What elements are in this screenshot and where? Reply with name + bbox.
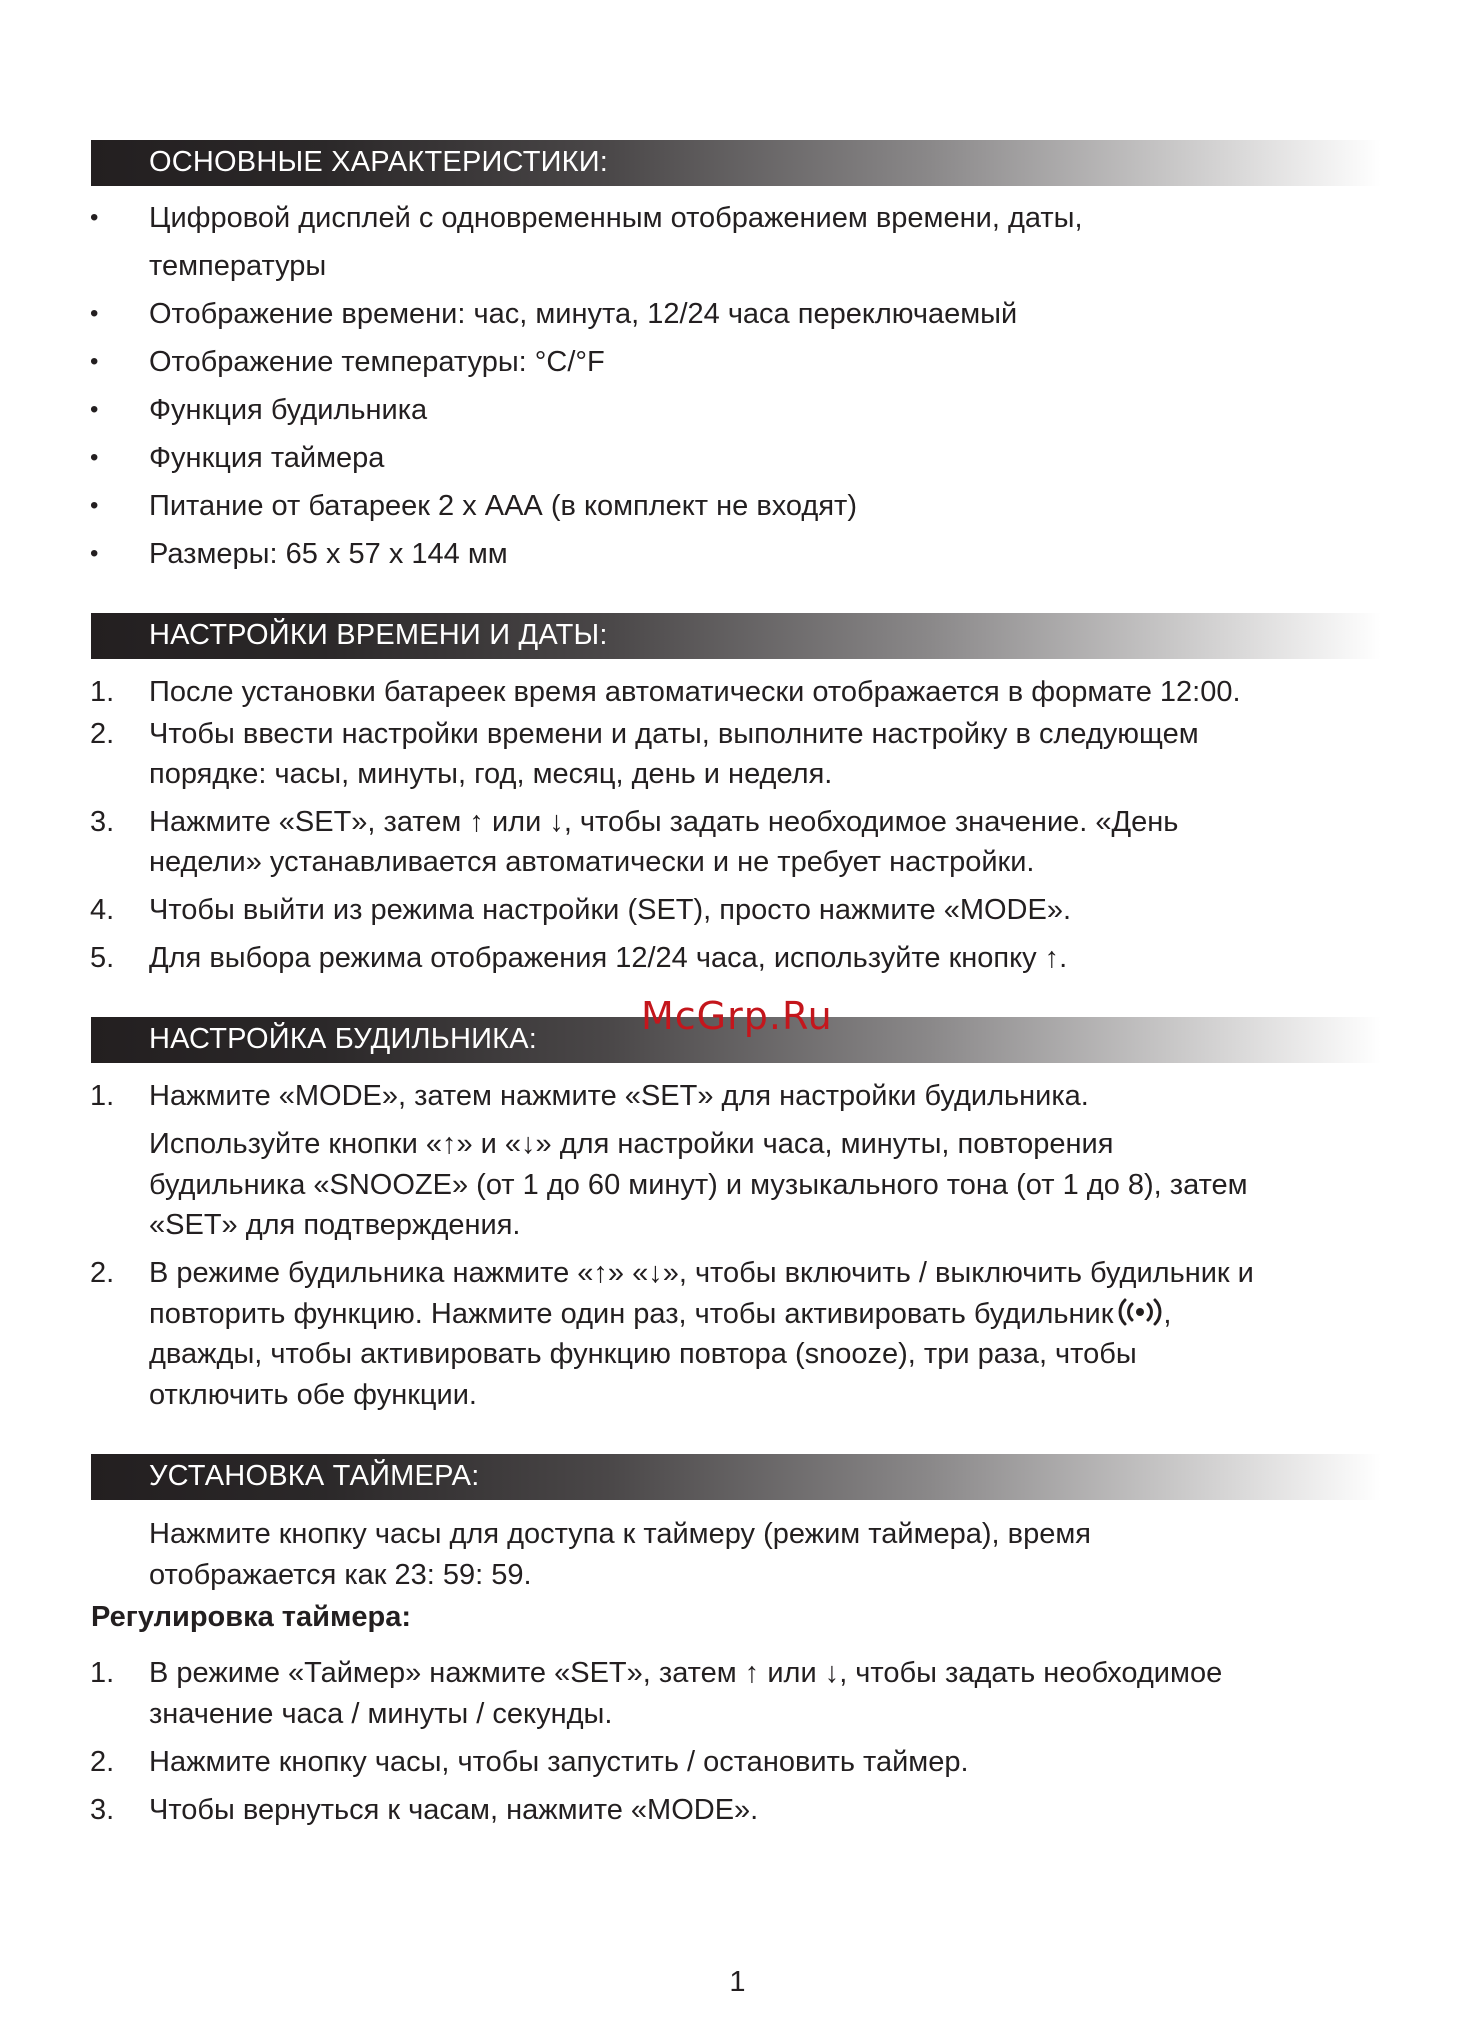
watermark: McGrp.Ru [641,994,833,1038]
section-header-timer [91,1454,1381,1500]
paragraph-text: Нажмите кнопку часы для доступа к таймеру (режим таймера), время [149,1518,1091,1550]
list-number: 1. [90,676,115,708]
list-item-text: «SET» для подтверждения. [149,1209,521,1241]
list-item-text: Чтобы вернуться к часам, нажмите «MODE». [149,1794,759,1826]
list-item-text: дважды, чтобы активировать функцию повтора (snooze), три раза, чтобы [149,1338,1137,1370]
list-number: 1. [90,1080,115,1112]
list-item-text: Чтобы выйти из режима настройки (SET), просто нажмите «MODE». [149,894,1072,926]
section-title: НАСТРОЙКА БУДИЛЬНИКА: [149,1023,538,1055]
list-number: 3. [90,806,115,838]
list-item-text: значение часа / минуты / секунды. [149,1698,613,1730]
timer-subheading: Регулировка таймера: [91,1601,412,1633]
list-number: 2. [90,1746,115,1778]
list-item-text: Нажмите «MODE», затем нажмите «SET» для настройки будильника. [149,1080,1089,1112]
list-item-text: В режиме будильника нажмите «↑» «↓», чтобы включить / выключить будильник и [149,1257,1254,1289]
list-item-text: отключить обе функции. [149,1379,477,1411]
section-header-features [91,140,1381,186]
bullet-symbol: • [90,348,99,375]
alarm-wave-icon [1117,1297,1163,1327]
list-number: 2. [90,718,115,750]
bullet-symbol: • [90,444,99,471]
bullet-symbol: • [90,492,99,519]
list-item-text: будильника «SNOOZE» (от 1 до 60 минут) и музыкального тона (от 1 до 8), затем [149,1169,1248,1201]
list-number: 5. [90,942,115,974]
page-number: 1 [729,1966,746,1998]
list-item-text: Цифровой дисплей с одновременным отображением времени, даты, [149,202,1083,234]
comma: , [1163,1298,1172,1330]
list-item-text-part: повторить функцию. Нажмите один раз, чтобы активировать будильник [149,1298,1114,1330]
list-item-text: Нажмите кнопку часы, чтобы запустить / остановить таймер. [149,1746,969,1778]
list-item-text: Функция таймера [149,442,385,474]
list-item-text: порядке: часы, минуты, год, месяц, день и неделя. [149,758,833,790]
list-item-text: Чтобы ввести настройки времени и даты, выполните настройку в следующем [149,718,1199,750]
list-number: 1. [90,1657,115,1689]
list-item-text: Питание от батареек 2 х ААА (в комплект не входят) [149,490,857,522]
list-item-text: температуры [149,250,327,282]
list-item-text: Нажмите «SET», затем ↑ или ↓, чтобы задать необходимое значение. «День [149,806,1179,838]
list-item-text: После установки батареек время автоматически отображается в формате 12:00. [149,676,1241,708]
bullet-symbol: • [90,540,99,567]
bullet-symbol: • [90,396,99,423]
list-item-text: В режиме «Таймер» нажмите «SET», затем ↑ или ↓, чтобы задать необходимое [149,1657,1223,1689]
list-item-text: Отображение температуры: °C/°F [149,346,605,378]
bullet-symbol: • [90,300,99,327]
list-item-text: Для выбора режима отображения 12/24 часа, используйте кнопку ↑. [149,942,1068,974]
list-item-text: Функция будильника [149,394,428,426]
section-header-time-date [91,613,1381,659]
list-item-text: Отображение времени: час, минута, 12/24 часа переключаемый [149,298,1018,330]
list-number: 4. [90,894,115,926]
list-number: 3. [90,1794,115,1826]
list-item-text [149,1294,1171,1334]
list-item-text: Используйте кнопки «↑» и «↓» для настройки часа, минуты, повторения [149,1128,1114,1160]
list-number: 2. [90,1257,115,1289]
section-title: ОСНОВНЫЕ ХАРАКТЕРИСТИКИ: [149,146,609,178]
list-item-text: Размеры: 65 х 57 х 144 мм [149,538,508,570]
section-title: УСТАНОВКА ТАЙМЕРА: [149,1460,480,1492]
section-title: НАСТРОЙКИ ВРЕМЕНИ И ДАТЫ: [149,619,608,651]
list-item-text: недели» устанавливается автоматически и не требует настройки. [149,846,1035,878]
bullet-symbol: • [90,204,99,231]
paragraph-text: отображается как 23: 59: 59. [149,1559,532,1591]
